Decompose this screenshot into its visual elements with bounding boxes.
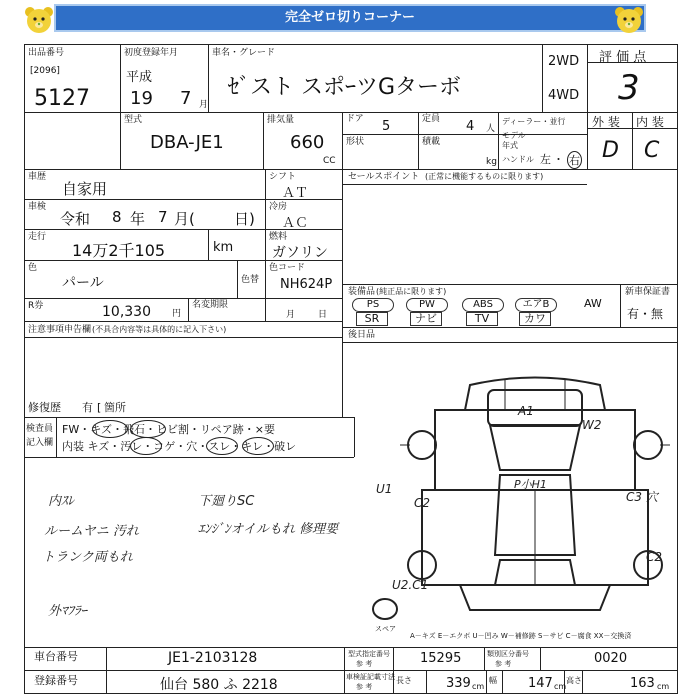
diag-mark-a1: A1 [518, 404, 534, 418]
color-change-label: 色替 [241, 275, 260, 285]
diag-mark-u1: U1 [376, 482, 393, 496]
doors-label: ドア [346, 114, 364, 124]
damage-legend: A－キズ E－エクボ U－凹み W－補修跡 S－サビ C－腐食 XX－交換済 [410, 632, 632, 640]
model-label: 型式 [124, 115, 143, 125]
equip-pw: PW [406, 298, 448, 312]
diag-mark-c2-right: C2 [646, 550, 663, 564]
displacement-value: 660 [290, 132, 325, 153]
car-name-label: 車名・グレード [212, 48, 276, 58]
lot-label: 出品番号 [28, 48, 65, 58]
capacity-value: 4 [466, 119, 475, 134]
diag-mark-u2c1: U2.C1 [392, 578, 429, 592]
circle-hiseki [130, 420, 166, 438]
first-reg-month: 7 [180, 88, 192, 109]
equip-tv: TV [466, 312, 498, 326]
circle-kizu [92, 420, 128, 438]
fuel-value: ガソリン [272, 245, 328, 261]
load-label: 積載 [422, 137, 441, 147]
int-score: C [644, 138, 660, 163]
model-year-label2: 年式 [502, 141, 518, 150]
color-value: パール [62, 275, 104, 291]
score-value: 3 [618, 68, 640, 108]
plate-value: 仙台 580 ふ 2218 [160, 677, 278, 693]
spare-tire-icon [370, 596, 400, 622]
score-label: 評 価 点 [599, 50, 647, 65]
handle-label: ハンドル [502, 155, 534, 164]
inspection-era: 令和 [60, 210, 91, 228]
vin-label: 車台番号 [34, 650, 78, 663]
recycle-label: R券 [28, 301, 44, 311]
handle-left: 左 [540, 153, 551, 166]
displacement-label: 排気量 [267, 115, 295, 125]
warranty-value: 有・無 [627, 307, 664, 321]
spare-label: スペア [375, 625, 396, 633]
inspector-label2: 記入欄 [26, 438, 54, 448]
mileage-unit: km [213, 240, 234, 255]
recycle-value: 10,330 [102, 304, 151, 320]
name-change-day: 日 [318, 310, 328, 320]
sales-point-label: セールスポイント [348, 172, 420, 182]
length-label: 長さ [396, 676, 412, 685]
first-reg-era: 平成 [126, 70, 153, 85]
width-unit: cm [554, 682, 567, 691]
diag-mark-c3: C3 穴 [626, 490, 658, 504]
diag-mark-pinhole: P小H1 [514, 478, 547, 491]
shift-value: ＡＴ [282, 186, 309, 201]
shift-label: シフト [269, 172, 297, 182]
doors-value: 5 [382, 119, 391, 134]
vin-value: JE1-2103128 [168, 650, 258, 666]
name-change-label: 名変期限 [192, 300, 229, 310]
inspection-month: 7 [158, 208, 168, 226]
banner-title: 完全ゼロ切りコーナー [54, 4, 646, 32]
equip-ps: PS [352, 298, 394, 312]
repair-unit: 箇所 [104, 401, 126, 414]
inspection-day-unit: 日) [234, 210, 255, 228]
recycle-unit: 円 [172, 309, 182, 319]
first-reg-year: 19 [130, 88, 153, 109]
dims-label: 車検証記載寸法 [346, 673, 395, 681]
inspector-label1: 検査員 [26, 424, 54, 434]
notes-label: 注意事項申告欄 [28, 325, 92, 335]
hw-left-2: トランク両もれ [42, 550, 133, 565]
length-value: 339 [446, 676, 471, 691]
dims-sub: 参 考 [356, 683, 373, 691]
hw-right-0: 下廻りSC [198, 494, 255, 509]
diag-mark-c2-left: C2 [414, 496, 431, 510]
repair-label: 修復歴 [28, 401, 61, 414]
type-no-label: 型式指定番号 [348, 650, 390, 658]
inspection-year-unit: 年 [130, 210, 146, 228]
mileage-label: 走行 [28, 232, 47, 242]
dealer-label: ディーラー・並行 [502, 117, 566, 126]
ac-value: ＡＣ [282, 216, 309, 231]
category-value: 自家用 [62, 180, 108, 198]
sales-point-note: (正常に機能するものに限ります) [425, 172, 544, 181]
color-code-value: NH624P [280, 277, 333, 292]
height-value: 163 [630, 676, 655, 691]
hw-left-3: 外ﾏﾌﾗｰ [48, 604, 88, 619]
plate-label: 登録番号 [34, 674, 78, 687]
model-value: DBA-JE1 [150, 132, 224, 153]
color-label: 色 [28, 263, 38, 273]
ac-label: 冷房 [269, 202, 288, 212]
lot-number: 5127 [34, 86, 90, 111]
inspection-month-unit: 月( [174, 210, 195, 228]
lot-sub: [2096] [30, 66, 60, 76]
equip-navi: ナビ [410, 312, 442, 326]
height-label: 高さ [566, 676, 582, 685]
inspector-row1: FW・キズ・飛石・ヒビ割・リペア跡・×要 [62, 423, 275, 436]
name-change-month: 月 [286, 310, 296, 320]
inspection-label: 車検 [28, 202, 47, 212]
drive-4wd: 4WD [548, 88, 580, 103]
ext-label: 外 装 [592, 115, 620, 129]
hw-left-1: ルームヤニ 汚れ [44, 524, 139, 539]
notes-sub: (不具合内容等は具体的に記入下さい) [92, 325, 227, 334]
equip-abs: ABS [462, 298, 504, 312]
circle-yogore [130, 437, 162, 455]
equip-leather: カワ [519, 312, 551, 326]
bear-mascot-right-icon [612, 4, 646, 38]
load-unit: kg [486, 157, 497, 167]
first-reg-month-unit: 月 [199, 100, 209, 110]
color-code-label: 色コード [269, 263, 306, 273]
class-no-label: 類別区分番号 [487, 650, 529, 658]
equipment-label: 装備品 [348, 287, 376, 297]
displacement-unit: CC [323, 156, 336, 166]
hw-right-1: ｴﾝｼﾞﾝオイルもれ 修理要 [198, 522, 338, 537]
int-label: 内 装 [636, 115, 664, 129]
shape-label: 形状 [346, 137, 365, 147]
class-no-sub: 参 考 [495, 660, 512, 668]
width-label: 幅 [489, 676, 497, 685]
equip-sr: SR [356, 312, 388, 326]
car-name-value: ｾﾞスト スポｰツGターボ [228, 75, 462, 100]
inspection-year: 8 [112, 208, 122, 226]
inspector-row2: 内装 キズ・汚レ・コゲ・穴・スレ・キレ・破レ [62, 440, 297, 453]
model-year-label1: モデル [502, 131, 526, 140]
mileage-value: 14万2千105 [72, 241, 166, 260]
drive-2wd: 2WD [548, 54, 580, 69]
type-no-sub: 参 考 [356, 660, 373, 668]
capacity-unit: 人 [486, 124, 496, 134]
equip-aw: AW [584, 297, 602, 310]
bear-mascot-left-icon [22, 4, 56, 38]
circle-ana [206, 437, 238, 455]
equip-airbag: エアB [515, 298, 557, 312]
handle-sep: ・ [553, 153, 564, 166]
fuel-label: 燃料 [269, 232, 288, 242]
width-value: 147 [528, 676, 553, 691]
length-unit: cm [472, 682, 485, 691]
repair-bracket: [ [97, 401, 102, 414]
hw-left-0: 内ｽﾚ [48, 494, 75, 509]
capacity-label: 定員 [422, 114, 441, 124]
handle-right: 右 [567, 151, 582, 169]
first-reg-label: 初度登録年月 [124, 48, 179, 58]
diag-mark-w2: W2 [582, 418, 602, 432]
category-label: 車歴 [28, 172, 47, 182]
class-no-value: 0020 [594, 651, 628, 666]
type-no-value: 15295 [420, 651, 462, 666]
repair-value: 有 [82, 401, 93, 414]
rear-seat-label: 後日品 [348, 330, 376, 340]
circle-sure [242, 437, 274, 455]
height-unit: cm [657, 682, 670, 691]
warranty-label: 新車保証書 [625, 287, 671, 297]
equipment-note: (純正品に限ります) [376, 287, 447, 296]
ext-score: D [602, 138, 619, 163]
